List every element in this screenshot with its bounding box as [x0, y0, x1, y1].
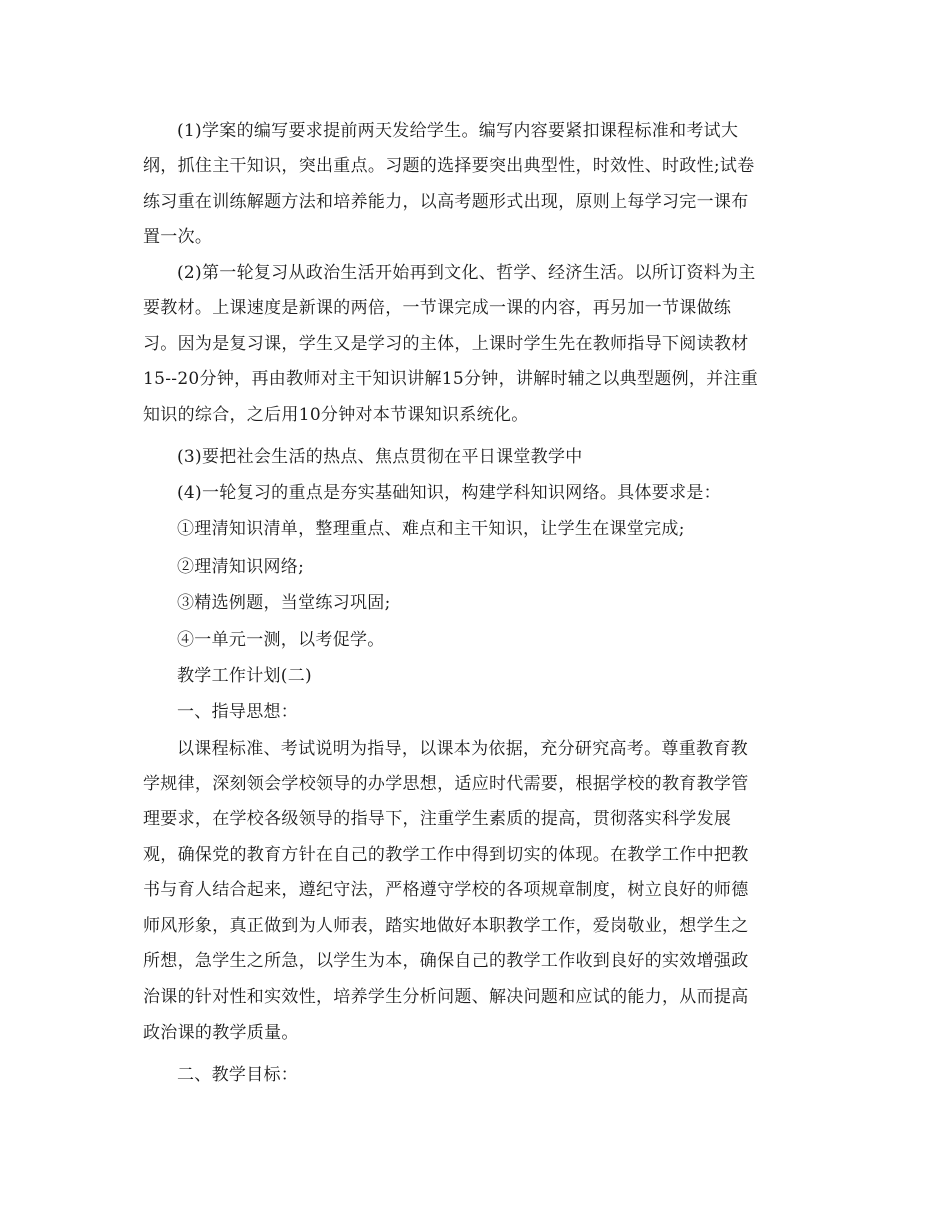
- paragraph-line: 师风形象，真正做到为人师表，踏实地做好本职教学工作，爱岗敬业，想学生之: [143, 916, 749, 936]
- paragraph-line: 书与育人结合起来，遵纪守法，严格遵守学校的各项规章制度，树立良好的师德: [143, 880, 749, 900]
- paragraph-line: 观，确保党的教育方针在自己的教学工作中得到切实的体现。在教学工作中把教: [143, 845, 749, 865]
- paragraph-line: 所想，急学生之所急，以学生为本，确保自己的教学工作收到良好的实效增强政: [143, 951, 749, 971]
- paragraph-line: 要教材。上课速度是新课的两倍，一节课完成一课的内容，再另加一节课做练: [143, 298, 732, 318]
- paragraph-line: 知识的综合，之后用10分钟对本节课知识系统化。: [143, 405, 529, 425]
- paragraph-line: (4)一轮复习的重点是夯实基础知识，构建学科知识网络。具体要求是：: [177, 483, 721, 503]
- list-item: ④一单元一测，以考促学。: [177, 630, 385, 650]
- paragraph-line: 习。因为是复习课，学生又是学习的主体，上课时学生先在教师指导下阅读教材: [143, 334, 749, 354]
- section-heading: 一、指导思想：: [177, 702, 299, 722]
- paragraph-line: (1)学案的编写要求提前两天发给学生。编写内容要紧扣课程标准和考试大: [177, 121, 739, 141]
- section-title: 教学工作计划(二): [177, 666, 312, 686]
- paragraph-line: (3)要把社会生活的热点、焦点贯彻在平日课堂教学中: [177, 447, 583, 467]
- list-item: ③精选例题，当堂练习巩固;: [177, 593, 391, 613]
- paragraph-line: 理要求，在学校各级领导的指导下，注重学生素质的提高，贯彻落实科学发展: [143, 809, 732, 829]
- paragraph-line: 纲，抓住主干知识，突出重点。习题的选择要突出典型性，时效性、时政性;试卷: [143, 156, 755, 176]
- paragraph-line: (2)第一轮复习从政治生活开始再到文化、哲学、经济生活。以所订资料为主: [177, 263, 756, 283]
- paragraph-line: 置一次。: [143, 227, 213, 247]
- list-item: ②理清知识网络;: [177, 557, 305, 577]
- paragraph-line: 15--20分钟，再由教师对主干知识讲解15分钟，讲解时辅之以典型题例，并注重: [143, 369, 759, 389]
- list-item: ①理清知识清单，整理重点、难点和主干知识，让学生在课堂完成;: [177, 519, 685, 539]
- paragraph-line: 政治课的教学质量。: [143, 1023, 299, 1043]
- section-heading: 二、教学目标：: [177, 1065, 299, 1085]
- paragraph-line: 以课程标准、考试说明为指导，以课本为依据，充分研究高考。尊重教育教: [177, 739, 748, 759]
- paragraph-line: 学规律，深刻领会学校领导的办学思想，适应时代需要，根据学校的教育教学管: [143, 774, 749, 794]
- paragraph-line: 治课的针对性和实效性，培养学生分析问题、解决问题和应试的能力，从而提高: [143, 987, 749, 1007]
- paragraph-line: 练习重在训练解题方法和培养能力，以高考题形式出现，原则上每学习完一课布: [143, 192, 749, 212]
